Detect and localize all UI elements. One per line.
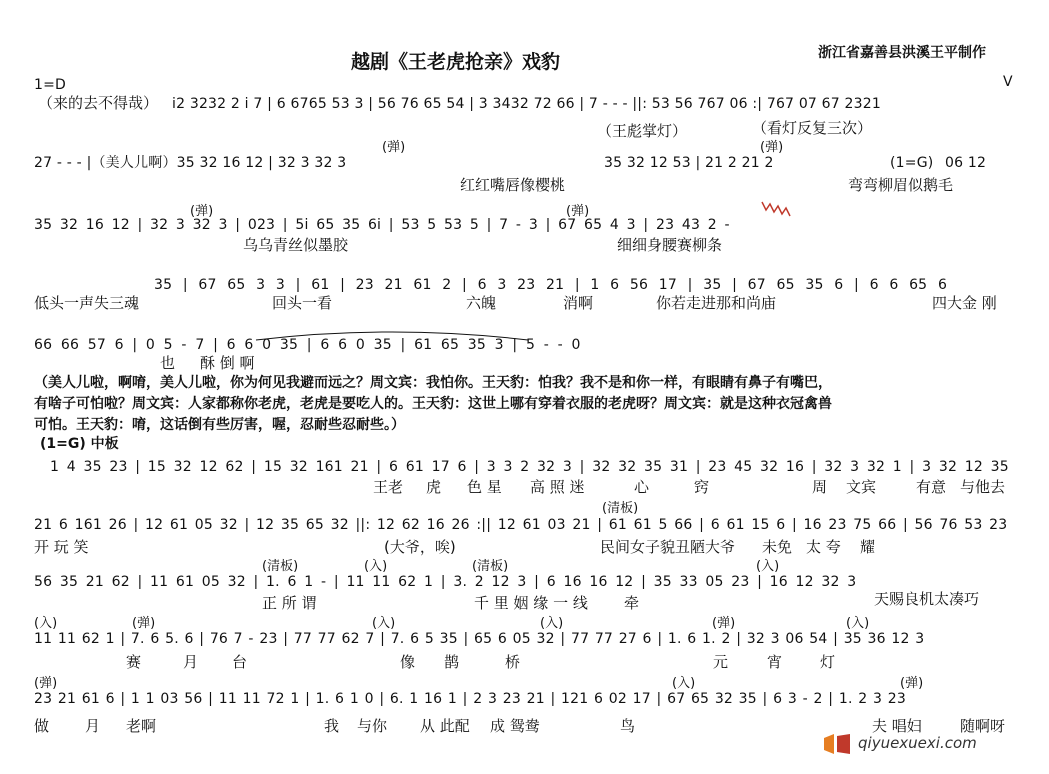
dialogue-line: （美人儿啦，啊唷，美人儿啦，你为何见我避而远之？周文宾：我怕你。王天豹：怕我？我不是和你一样，有眼睛有鼻子有嘴巴， xyxy=(34,375,832,391)
lyric: 未免 xyxy=(762,538,793,556)
lyric: 随啊呀 xyxy=(960,717,1006,735)
lyric: 弯弯柳眉似鹅毛 xyxy=(848,176,954,194)
lyric: 像 xyxy=(400,653,416,671)
slur xyxy=(252,328,532,342)
lyric: 回头一看 xyxy=(272,294,333,312)
notation-line-9: 11 11 62 1 | 7. 6 5. 6 | 76 7 - 23 | 77 77 62 7 | 7. 6 5 35 | 65 6 05 32 | 77 77 27 6 | 1. 6 1. 2 | 32 3 06 54 | 35 36 12 3 xyxy=(34,632,925,646)
lyric: 我 xyxy=(324,717,340,735)
tan-mark: (弹) xyxy=(190,204,214,219)
lyric: 千 里 姻 缘 一 线 xyxy=(474,594,588,612)
lyric: 民间女子貌丑陋大爷 xyxy=(600,538,736,556)
notation-line-4: 35 | 67 65 3 3 | 61 | 23 21 61 2 | 6 3 23 21 | 1 6 56 17 | 35 | 67 65 35 6 | 6 6 65 6 xyxy=(154,278,948,292)
qingban-mark: (清板) xyxy=(602,501,639,516)
ru-mark: (入) xyxy=(364,559,388,574)
lyric: 红红嘴唇像樱桃 xyxy=(460,176,566,194)
lyric: 低头一声失三魂 xyxy=(34,294,140,312)
lyric: 酥 倒 啊 xyxy=(200,354,255,372)
lyric: 细细身腰赛柳条 xyxy=(617,236,723,254)
ru-mark: (入) xyxy=(34,616,58,631)
ru-mark: (入) xyxy=(756,559,780,574)
lyric: 灯 xyxy=(820,653,836,671)
lyric: 有意 xyxy=(916,478,947,496)
lyric: 四大金 刚 xyxy=(932,294,997,312)
lyric: 高 照 迷 xyxy=(530,478,585,496)
cue-text: （来的去不得哉） xyxy=(38,94,159,112)
lyric: (大爷，唉) xyxy=(384,538,456,556)
notation-line-5: 66 66 57 6 | 0 5 - 7 | 6 6 0 35 | 6 6 0 35 | 61 65 35 3 | 5 - - 0 xyxy=(34,337,581,353)
notation-line-2b: 35 32 12 53 | 21 2 21 2 xyxy=(604,155,774,171)
lyric: 消啊 xyxy=(563,294,594,312)
lyric: 做 xyxy=(34,717,50,735)
lyric: 赛 xyxy=(126,653,142,671)
lyric: 窍 xyxy=(694,478,710,496)
lyric: 成 鸳鸯 xyxy=(490,717,540,735)
lyric: 耀 xyxy=(860,538,876,556)
lyric: 心 xyxy=(634,478,650,496)
lyric: 王老 xyxy=(373,478,404,496)
lyric: 元 xyxy=(713,653,729,671)
notation-line-6: 1 4 35 23 | 15 32 12 62 | 15 32 161 21 | 6 61 17 6 | 3 3 2 32 3 | 32 32 35 31 | 23 45 32 16 | 32 3 32 1 | 3 32 12 35 xyxy=(50,460,1009,474)
notation-line-8: 56 35 21 62 | 11 61 05 32 | 1. 6 1 - | 11 11 62 1 | 3. 2 12 3 | 6 16 16 12 | 35 33 05 23 | 16 12 32 3 xyxy=(34,575,857,589)
page-title: 越剧《王老虎抢亲》戏豹 xyxy=(351,51,561,73)
lyric: 台 xyxy=(232,653,248,671)
tan-mark: (弹) xyxy=(760,140,784,155)
dialogue-line: 可怕。王天豹：唷，这话倒有些厉害，喔，忍耐些忍耐些。） xyxy=(34,417,405,433)
lyric: 太 夸 xyxy=(806,538,841,556)
annotation: （看灯反复三次） xyxy=(752,119,873,137)
notation-line-2a: 27 - - - |（美人儿啊）35 32 16 12 | 32 3 32 3 xyxy=(34,155,347,171)
ru-mark: (入) xyxy=(372,616,396,631)
notation-line-7: 21 6 161 26 | 12 61 05 32 | 12 35 65 32 ||: 12 62 16 26 :|| 12 61 03 21 | 61 61 5 66 | 6 61 15 6 | 16 23 75 66 | 56 76 53 23 xyxy=(34,518,1008,532)
lyric: 宵 xyxy=(767,653,783,671)
lyric: 鹊 xyxy=(444,653,460,671)
watermark: qiyuexuexi.com xyxy=(858,734,977,752)
lyric: 虎 xyxy=(426,478,442,496)
lyric: 从 此配 xyxy=(420,717,470,735)
watermark-logo-icon xyxy=(820,732,854,758)
tan-mark: (弹) xyxy=(382,140,406,155)
ru-mark: (入) xyxy=(540,616,564,631)
notation-line-10: 23 21 61 6 | 1 1 03 56 | 11 11 72 1 | 1. 6 1 0 | 6. 1 16 1 | 2 3 23 21 | 121 6 02 17 | 67 65 32 35 | 6 3 - 2 | 1. 2 3 23 xyxy=(34,692,906,706)
tan-mark: (弹) xyxy=(34,676,58,691)
tan-mark: (弹) xyxy=(132,616,156,631)
lyric: 你若走进那和尚庙 xyxy=(656,294,777,312)
qingban-mark: (清板) xyxy=(262,559,299,574)
breath-mark: V xyxy=(1003,74,1013,90)
lyric: 色 星 xyxy=(467,478,502,496)
notation-line-2c: 06 12 xyxy=(945,155,987,171)
lyric: 开 玩 笑 xyxy=(34,538,89,556)
qingban-mark: (清板) xyxy=(472,559,509,574)
lyric: 与你 xyxy=(357,717,388,735)
notation-line-1: i2 3232 2 i 7 | 6 6765 53 3 | 56 76 65 54 | 3 3432 72 66 | 7 - - - ||: 53 56 767 06 :| 767 07 67 2321 xyxy=(172,97,881,111)
lyric: 牵 xyxy=(624,594,640,612)
tremolo-mark xyxy=(760,198,796,218)
ru-mark: (入) xyxy=(846,616,870,631)
lyric: 文宾 xyxy=(846,478,877,496)
lyric: 桥 xyxy=(505,653,521,671)
lyric: 夫 唱妇 xyxy=(872,717,922,735)
author-credit: 浙江省嘉善县洪溪王平制作 xyxy=(818,45,986,61)
key-signature: 1=D xyxy=(34,77,67,93)
tan-mark: (弹) xyxy=(566,204,590,219)
lyric: 六魄 xyxy=(466,294,497,312)
lyric: 月 xyxy=(183,653,199,671)
lyric: 鸟 xyxy=(620,717,636,735)
lyric: 天赐良机太凑巧 xyxy=(874,590,980,608)
ru-mark: (入) xyxy=(672,676,696,691)
tempo-marking: (1=G) 中板 xyxy=(40,436,119,452)
tan-mark: (弹) xyxy=(712,616,736,631)
annotation: （王彪掌灯） xyxy=(597,122,688,140)
lyric: 也 xyxy=(160,354,176,372)
notation-line-3: 35 32 16 12 | 32 3 32 3 | 023 | 5i 65 35 6i | 53 5 53 5 | 7 - 3 | 67 65 4 3 | 23 43 2 - xyxy=(34,218,730,232)
dialogue-line: 有啥子可怕啦？周文宾：人家都称你老虎，老虎是要吃人的。王天豹：这世上哪有穿着衣服的老虎呀？周文宾：就是这种衣冠禽兽 xyxy=(34,396,832,412)
key-change: (1=G) xyxy=(890,155,934,171)
lyric: 正 所 谓 xyxy=(262,594,317,612)
tan-mark: (弹) xyxy=(900,676,924,691)
lyric: 乌乌青丝似墨胶 xyxy=(243,236,349,254)
lyric: 月 xyxy=(85,717,101,735)
lyric: 与他去 xyxy=(960,478,1006,496)
lyric: 周 xyxy=(812,478,828,496)
lyric: 老啊 xyxy=(126,717,157,735)
